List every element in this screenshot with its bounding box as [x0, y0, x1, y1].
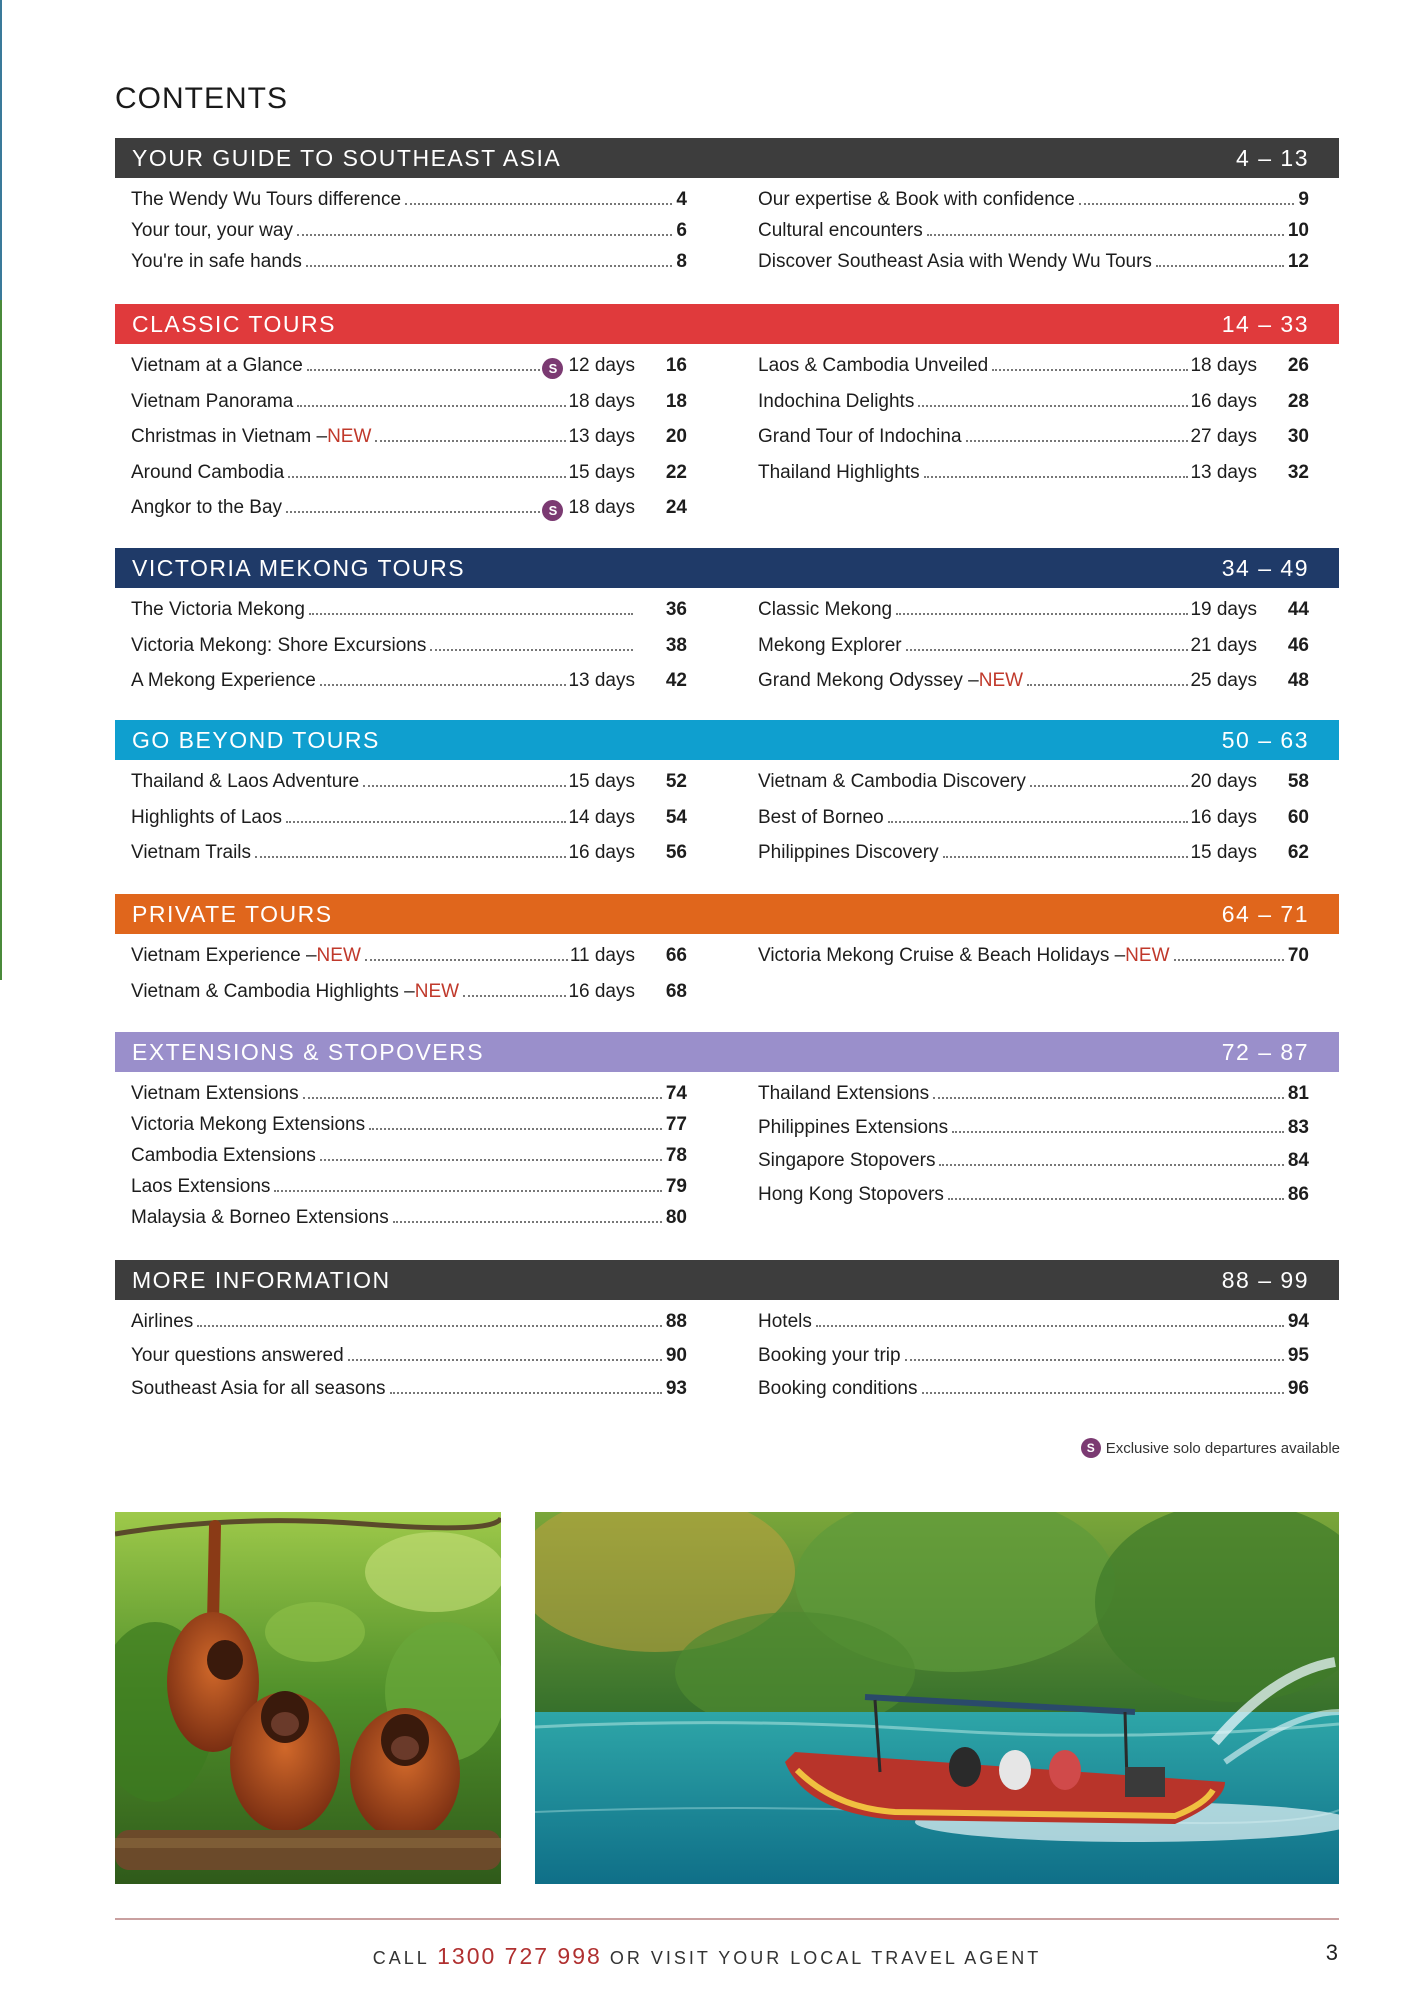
- entry-page: 54: [665, 806, 687, 828]
- dot-leader: [255, 856, 566, 858]
- contents-entry[interactable]: [758, 670, 1309, 706]
- contents-entry[interactable]: [131, 497, 687, 533]
- dot-leader: [369, 1128, 662, 1130]
- entry-label: Around Cambodia: [131, 461, 285, 483]
- entry-label: Airlines: [131, 1311, 194, 1332]
- section-more-information: [115, 1260, 1339, 1412]
- entry-page: 90: [665, 1344, 687, 1366]
- solo-departure-icon: S: [542, 500, 563, 521]
- contents-entry[interactable]: [131, 1176, 687, 1207]
- footer-call: CALL: [372, 1948, 430, 1968]
- contents-entry[interactable]: [758, 599, 1309, 635]
- entry-label: Laos Extensions: [131, 1176, 271, 1197]
- entry-page: 4: [676, 189, 687, 210]
- footer-rule: [115, 1918, 1339, 1920]
- column-left: [131, 771, 687, 878]
- entry-label: Philippines Extensions: [758, 1116, 949, 1138]
- longtail-boat-photo: [535, 1512, 1339, 1884]
- dot-leader: [918, 405, 1188, 407]
- column-right: [758, 355, 1309, 533]
- contents-entry[interactable]: [758, 220, 1309, 251]
- column-left: [131, 355, 687, 533]
- entry-page: 93: [665, 1378, 687, 1399]
- entry-page: 18: [665, 390, 687, 412]
- column-left: [131, 1311, 687, 1412]
- section-header: [115, 1032, 1339, 1072]
- entry-days: 20 days: [1190, 771, 1257, 792]
- entry-page: 24: [665, 497, 687, 518]
- page-title: CONTENTS: [115, 82, 288, 115]
- entry-label: Thailand & Laos Adventure: [131, 771, 360, 792]
- entry-label: Booking conditions: [758, 1378, 918, 1399]
- dot-leader: [274, 1190, 661, 1192]
- dot-leader: [306, 265, 673, 267]
- entry-page: 80: [665, 1207, 687, 1228]
- contents-entry[interactable]: [758, 1117, 1309, 1151]
- entry-label: Cambodia Extensions: [131, 1145, 316, 1166]
- dot-leader: [948, 1198, 1284, 1200]
- section-pages: 72 – 87: [1221, 1038, 1309, 1065]
- new-badge: NEW: [978, 670, 1024, 691]
- section-title: MORE INFORMATION: [132, 1266, 391, 1293]
- entry-page: 26: [1287, 355, 1309, 376]
- contents-entry[interactable]: [758, 391, 1309, 427]
- new-badge: NEW: [327, 426, 372, 447]
- entry-label: Vietnam Panorama: [131, 390, 294, 412]
- column-left: [131, 189, 687, 282]
- dot-leader: [1027, 684, 1188, 686]
- entry-page: 74: [665, 1083, 687, 1104]
- contents-entry[interactable]: [758, 1378, 1309, 1412]
- entry-page: 56: [665, 842, 687, 863]
- section-extensions: [115, 1032, 1339, 1238]
- section-header: [115, 720, 1339, 760]
- column-right: [758, 1083, 1309, 1238]
- entry-label: The Wendy Wu Tours difference: [131, 189, 402, 210]
- entry-label: Victoria Mekong Cruise & Beach Holidays –: [758, 945, 1126, 966]
- column-right: [758, 189, 1309, 282]
- entry-days: 14 days: [568, 806, 635, 828]
- dot-leader: [297, 405, 566, 407]
- column-right: [758, 1311, 1309, 1412]
- dot-leader: [375, 440, 566, 442]
- entry-page: 28: [1287, 390, 1309, 412]
- solo-departure-icon: S: [1081, 1438, 1101, 1458]
- footer-cta: [0, 1943, 1414, 1970]
- dot-leader: [309, 613, 633, 615]
- entry-page: 38: [665, 634, 687, 656]
- dot-leader: [390, 1392, 662, 1394]
- entry-page: 32: [1287, 461, 1309, 483]
- contents-entry[interactable]: [131, 426, 687, 462]
- section-guide: [115, 138, 1339, 282]
- entry-label: Grand Tour of Indochina: [758, 426, 962, 447]
- entry-page: 96: [1287, 1378, 1309, 1399]
- entry-page: 46: [1287, 634, 1309, 656]
- entry-page: 81: [1287, 1083, 1309, 1104]
- dot-leader: [320, 684, 567, 686]
- contents-entry[interactable]: [758, 1083, 1309, 1117]
- entry-days: 25 days: [1190, 670, 1257, 691]
- entry-days: 16 days: [568, 980, 635, 1002]
- dot-leader: [430, 649, 633, 651]
- contents-entry[interactable]: [131, 599, 687, 635]
- entry-label: Mekong Explorer: [758, 634, 902, 656]
- dot-leader: [365, 959, 568, 961]
- section-pages: 14 – 33: [1221, 310, 1309, 337]
- entry-label: Southeast Asia for all seasons: [131, 1378, 386, 1399]
- section-pages: 50 – 63: [1221, 726, 1309, 753]
- section-header: [115, 304, 1339, 344]
- contents-entry[interactable]: [758, 635, 1309, 671]
- contents-entry[interactable]: [758, 189, 1309, 220]
- contents-entry[interactable]: [131, 945, 687, 981]
- entry-page: 86: [1287, 1183, 1309, 1205]
- entry-page: 58: [1287, 771, 1309, 792]
- section-pages: 64 – 71: [1221, 900, 1309, 927]
- entry-days: 18 days: [568, 497, 635, 518]
- dot-leader: [922, 1392, 1284, 1394]
- dot-leader: [307, 369, 541, 371]
- contents-entry[interactable]: [758, 842, 1309, 878]
- entry-label: Your questions answered: [131, 1344, 344, 1366]
- entry-label: You're in safe hands: [131, 251, 302, 272]
- dot-leader: [1030, 785, 1189, 787]
- dot-leader: [1079, 203, 1295, 205]
- contents-entry[interactable]: [131, 1145, 687, 1176]
- entry-page: 60: [1287, 806, 1309, 828]
- section-header: [115, 894, 1339, 934]
- entry-label: Hotels: [758, 1311, 812, 1332]
- section-title: GO BEYOND TOURS: [132, 726, 380, 753]
- entry-page: 9: [1298, 189, 1309, 210]
- entry-label: Thailand Extensions: [758, 1083, 930, 1104]
- entry-days: 18 days: [568, 390, 635, 412]
- section-private: [115, 894, 1339, 1016]
- entry-days: 16 days: [1190, 806, 1257, 828]
- contents-entry[interactable]: [131, 807, 687, 843]
- dot-leader: [463, 995, 566, 997]
- dot-leader: [816, 1325, 1284, 1327]
- dot-leader: [288, 476, 566, 478]
- section-title: YOUR GUIDE TO SOUTHEAST ASIA: [132, 144, 562, 171]
- entry-label: Cultural encounters: [758, 220, 923, 241]
- entry-page: 95: [1287, 1344, 1309, 1366]
- dot-leader: [297, 234, 672, 236]
- contents-entry[interactable]: [131, 391, 687, 427]
- entry-label: Vietnam & Cambodia Discovery: [758, 771, 1026, 792]
- new-badge: NEW: [1125, 945, 1170, 966]
- entry-days: 13 days: [568, 426, 635, 447]
- section-pages: 4 – 13: [1236, 144, 1309, 171]
- entry-days: 15 days: [1190, 842, 1257, 863]
- entry-page: 70: [1287, 945, 1309, 966]
- dot-leader: [896, 613, 1188, 615]
- entry-label: Singapore Stopovers: [758, 1150, 936, 1171]
- entry-page: 77: [665, 1114, 687, 1135]
- entry-label: Indochina Delights: [758, 390, 915, 412]
- entry-label: Highlights of Laos: [131, 806, 283, 828]
- contents-entry[interactable]: [758, 771, 1309, 807]
- entry-days: 21 days: [1190, 634, 1257, 656]
- entry-page: 78: [665, 1145, 687, 1166]
- entry-label: Victoria Mekong: Shore Excursions: [131, 634, 427, 656]
- contents-entry[interactable]: [131, 220, 687, 251]
- entry-label: Vietnam & Cambodia Highlights –: [131, 980, 415, 1002]
- contents-entry[interactable]: [758, 945, 1309, 981]
- entry-page: 44: [1287, 599, 1309, 620]
- solo-departure-icon: S: [542, 358, 563, 379]
- entry-days: 12 days: [568, 355, 635, 376]
- dot-leader: [320, 1159, 662, 1161]
- entry-label: Christmas in Vietnam –: [131, 426, 328, 447]
- entry-page: 94: [1287, 1311, 1309, 1332]
- contents-entry[interactable]: [758, 807, 1309, 843]
- footer-rest: OR VISIT YOUR LOCAL TRAVEL AGENT: [609, 1948, 1042, 1968]
- column-right: [758, 599, 1309, 706]
- entry-label: Laos & Cambodia Unveiled: [758, 355, 989, 376]
- entry-label: The Victoria Mekong: [131, 599, 305, 620]
- dot-leader: [405, 203, 672, 205]
- dot-leader: [1174, 959, 1284, 961]
- entry-label: Angkor to the Bay: [131, 497, 283, 518]
- entry-days: 15 days: [568, 461, 635, 483]
- entry-page: 30: [1287, 426, 1309, 447]
- entry-page: 52: [665, 771, 687, 792]
- contents-entry[interactable]: [131, 1345, 687, 1379]
- entry-label: Our expertise & Book with confidence: [758, 189, 1075, 210]
- entry-page: 79: [665, 1176, 687, 1197]
- dot-leader: [933, 1097, 1284, 1099]
- entry-label: Grand Mekong Odyssey –: [758, 670, 979, 691]
- entry-days: 13 days: [568, 670, 635, 691]
- section-header: [115, 138, 1339, 178]
- dot-leader: [286, 821, 566, 823]
- entry-label: Thailand Highlights: [758, 461, 920, 483]
- section-header: [115, 548, 1339, 588]
- entry-label: Your tour, your way: [131, 220, 293, 241]
- section-header: [115, 1260, 1339, 1300]
- section-title: PRIVATE TOURS: [132, 900, 333, 927]
- dot-leader: [927, 234, 1284, 236]
- page-edge-strip-green: [0, 300, 2, 980]
- contents-entry[interactable]: [131, 1311, 687, 1345]
- dot-leader: [393, 1221, 662, 1223]
- column-left: [131, 945, 687, 1016]
- section-victoria-mekong: [115, 548, 1339, 706]
- contents-entry[interactable]: [758, 1311, 1309, 1345]
- contents-entry[interactable]: [758, 355, 1309, 391]
- entry-days: 18 days: [1190, 355, 1257, 376]
- section-go-beyond: [115, 720, 1339, 878]
- entry-label: Vietnam Experience –: [131, 945, 317, 966]
- section-title: CLASSIC TOURS: [132, 310, 336, 337]
- entry-days: 16 days: [1190, 390, 1257, 412]
- entry-label: Discover Southeast Asia with Wendy Wu Tours: [758, 251, 1152, 272]
- dot-leader: [888, 821, 1189, 823]
- entry-days: 15 days: [568, 771, 635, 792]
- section-title: VICTORIA MEKONG TOURS: [132, 554, 466, 581]
- dot-leader: [906, 649, 1189, 651]
- orangutan-photo: [115, 1512, 501, 1884]
- column-right: [758, 945, 1309, 1016]
- section-pages: 88 – 99: [1221, 1266, 1309, 1293]
- dot-leader: [939, 1164, 1283, 1166]
- contents-entry[interactable]: [131, 1207, 687, 1238]
- dot-leader: [363, 785, 566, 787]
- contents-entry[interactable]: [131, 355, 687, 391]
- contents-entry[interactable]: [131, 251, 687, 282]
- entry-page: 6: [676, 220, 687, 241]
- entry-page: 16: [665, 355, 687, 376]
- phone-number-link[interactable]: 1300 727 998: [437, 1943, 602, 1969]
- entry-days: 27 days: [1190, 426, 1257, 447]
- entry-label: Classic Mekong: [758, 599, 893, 620]
- entry-label: Philippines Discovery: [758, 842, 939, 863]
- contents-entry[interactable]: [131, 462, 687, 498]
- dot-leader: [303, 1097, 662, 1099]
- contents-entry[interactable]: [131, 981, 687, 1017]
- contents-entry[interactable]: [758, 462, 1309, 498]
- contents-entry[interactable]: [131, 1114, 687, 1145]
- section-classic: [115, 304, 1339, 533]
- section-pages: 34 – 49: [1221, 554, 1309, 581]
- column-right: [758, 771, 1309, 878]
- entry-label: Victoria Mekong Extensions: [131, 1114, 366, 1135]
- contents-entry[interactable]: [131, 635, 687, 671]
- dot-leader: [286, 511, 540, 513]
- contents-entry[interactable]: [131, 189, 687, 220]
- dot-leader: [197, 1325, 662, 1327]
- entry-label: Hong Kong Stopovers: [758, 1183, 944, 1205]
- entry-page: 62: [1287, 842, 1309, 863]
- contents-entry[interactable]: [131, 1083, 687, 1114]
- legend-text: Exclusive solo departures available: [1105, 1439, 1340, 1457]
- column-left: [131, 1083, 687, 1238]
- entry-days: 13 days: [1190, 461, 1257, 483]
- entry-page: 10: [1287, 220, 1309, 241]
- dot-leader: [966, 440, 1189, 442]
- entry-page: 22: [665, 461, 687, 483]
- contents-entry[interactable]: [131, 771, 687, 807]
- entry-label: Vietnam at a Glance: [131, 355, 303, 376]
- entry-page: 8: [676, 251, 687, 272]
- entry-page: 88: [665, 1311, 687, 1332]
- new-badge: NEW: [316, 945, 361, 966]
- entry-label: Vietnam Extensions: [131, 1083, 299, 1104]
- entry-page: 36: [665, 599, 687, 620]
- contents-entry[interactable]: [758, 1150, 1309, 1184]
- new-badge: NEW: [414, 980, 460, 1002]
- entry-days: 11 days: [569, 945, 635, 966]
- entry-page: 68: [665, 980, 687, 1002]
- dot-leader: [943, 856, 1189, 858]
- dot-leader: [924, 476, 1189, 478]
- column-left: [131, 599, 687, 706]
- entry-label: Malaysia & Borneo Extensions: [131, 1207, 389, 1228]
- entry-page: 84: [1287, 1150, 1309, 1171]
- entry-label: Best of Borneo: [758, 806, 884, 828]
- entry-page: 83: [1287, 1116, 1309, 1138]
- section-title: EXTENSIONS & STOPOVERS: [132, 1038, 485, 1065]
- contents-entry[interactable]: [758, 426, 1309, 462]
- contents-entry[interactable]: [758, 1345, 1309, 1379]
- dot-leader: [905, 1359, 1284, 1361]
- entry-label: A Mekong Experience: [131, 670, 316, 691]
- contents-entry[interactable]: [131, 1378, 687, 1412]
- dot-leader: [1156, 265, 1284, 267]
- page-number: 3: [1325, 1940, 1338, 1965]
- entry-page: 66: [665, 945, 687, 966]
- solo-legend: [1081, 1438, 1340, 1458]
- contents-entry[interactable]: [758, 1184, 1309, 1218]
- entry-page: 20: [665, 426, 687, 447]
- dot-leader: [992, 369, 1188, 371]
- dot-leader: [348, 1359, 662, 1361]
- entry-page: 48: [1287, 670, 1309, 691]
- entry-days: 19 days: [1190, 599, 1257, 620]
- entry-label: Booking your trip: [758, 1344, 901, 1366]
- contents-entry[interactable]: [131, 842, 687, 878]
- entry-days: 16 days: [568, 842, 635, 863]
- entry-page: 12: [1287, 251, 1309, 272]
- dot-leader: [952, 1131, 1284, 1133]
- entry-page: 42: [665, 670, 687, 691]
- contents-entry[interactable]: [758, 251, 1309, 282]
- entry-label: Vietnam Trails: [131, 842, 252, 863]
- contents-entry[interactable]: [131, 670, 687, 706]
